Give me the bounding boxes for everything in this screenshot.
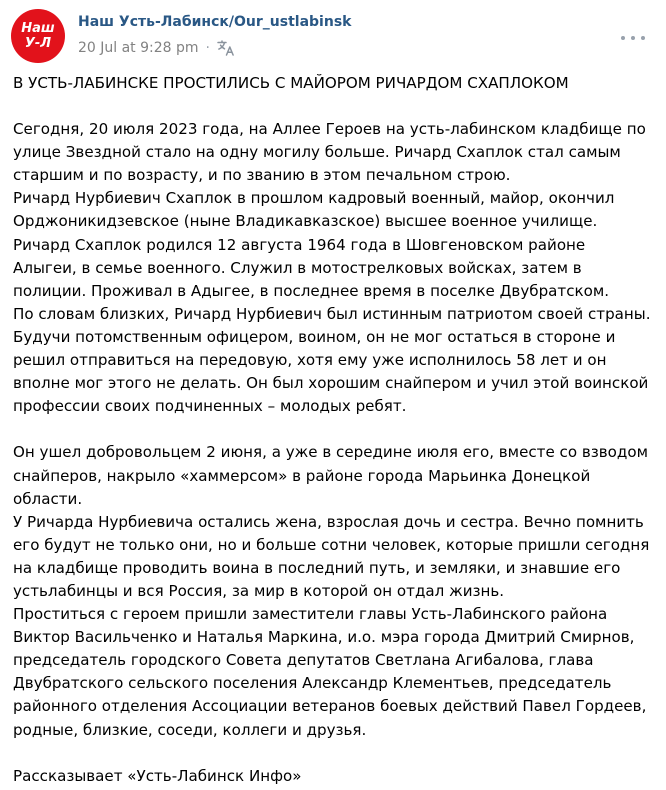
avatar-text-line1: Наш: [21, 21, 55, 36]
meta-separator: ·: [205, 40, 210, 56]
avatar[interactable]: [11, 9, 65, 63]
more-options-icon[interactable]: [621, 32, 645, 44]
paragraph-spacer: [13, 742, 653, 765]
paragraph-spacer: [13, 418, 653, 441]
author-name-link[interactable]: Наш Усть-Лабинск/Our_ustlabinsk: [78, 14, 352, 30]
post-paragraph-3: Рассказывает «Усть-Лабинск Инфо»: [13, 766, 302, 785]
post-paragraph-1: Сегодня, 20 июля 2023 года, на Аллее Героев на усть-лабинском кладбище по улице Звездной стало на одну могилу больше. Ричард Схаплок стал самым старшим и по возрасту, и по званию в этом печальном строю. Ричард Нурбиевич Схаплок в прошлом кадровый военный, майор, окончил Орджоникидзевское (ныне Владикавказское) высшее военное училище. Ричард Схаплок родился 12 августа 1964 года в Шовгеновском районе Алыгеи, в семье военного. Служил в мотострелковых войсках, затем в полиции. Проживал в Адыгее, в последнее время в поселке Двубратском. По словам близких, Ричард Нурбиевич был истинным патриотом своей страны. Будучи потомственным офицером, воином, он не мог остаться в стороне и решил отправиться на передовую, хотя ему уже исполнилось 58 лет и он вполне мог этого не делать. Он был хорошим снайпером и учил этой воинской профессии своих подчиненных – молодых ребят.: [13, 120, 651, 416]
avatar-text-line2: У-Л: [24, 36, 52, 51]
post-date-link[interactable]: 20 Jul at 9:28 pm: [78, 40, 199, 56]
post-header: [0, 0, 666, 70]
post-meta: [78, 39, 235, 57]
post-title: В УСТЬ-ЛАБИНСКЕ ПРОСТИЛИСЬ С МАЙОРОМ РИЧАРДОМ СХАПЛОКОМ: [13, 74, 569, 92]
translate-icon[interactable]: [217, 40, 235, 56]
post-text: [13, 72, 653, 788]
post-paragraph-2: Он ушел добровольцем 2 июня, а уже в середине июля его, вместе со взводом снайперов, накрыло «хаммерсом» в районе города Марьинка Донецкой области. У Ричарда Нурбиевича остались жена, взрослая дочь и сестра. Вечно помнить его будут не только они, но и больше сотни человек, которые пришли сегодня на кладбище проводить воина в последний путь, и земляки, и знавшие его устьлабинцы и вся Россия, за мир в которой он отдал жизнь. Проститься с героем пришли заместители главы Усть-Лабинского района Виктор Васильченко и Наталья Маркина, и.о. мэра города Дмитрий Смирнов, председатель городского Совета депутатов Светлана Агибалова, глава Двубратского сельского поселения Александр Клементьев, председатель районного отделения Ассоциации ветеранов боевых действий Павел Гордеев, родные, близкие, соседи, коллеги и друзья.: [13, 443, 650, 739]
